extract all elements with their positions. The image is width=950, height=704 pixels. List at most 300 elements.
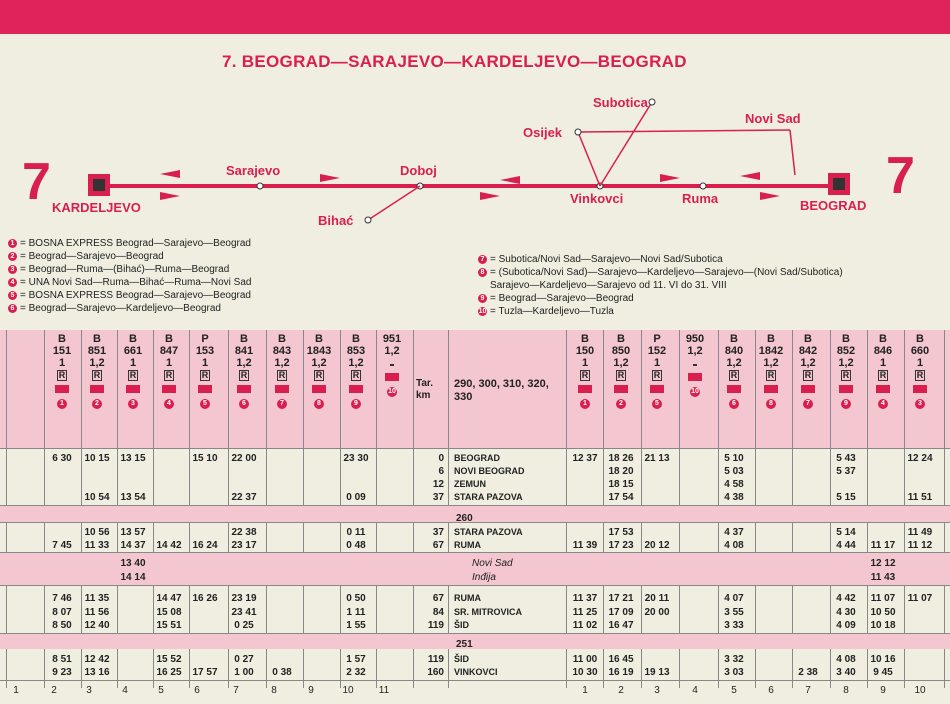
train-number: 951 — [382, 333, 402, 345]
train-number: 151 — [52, 345, 72, 357]
time-cell: 23 30 — [343, 453, 369, 464]
train-legend-marker: 9 — [841, 399, 851, 409]
row-km: 37 — [432, 492, 444, 503]
time-cell: 11 56 — [84, 607, 110, 618]
time-cell: 3 32 — [724, 654, 744, 665]
train-header-right — [790, 333, 826, 409]
train-number: 850 — [611, 345, 631, 357]
row-station: 260 — [456, 513, 473, 524]
row-km: 0 — [438, 453, 444, 464]
table-row-rule — [0, 448, 950, 449]
train-legend-marker: 4 — [164, 399, 174, 409]
time-cell: 1 57 — [346, 654, 366, 665]
train-class: 1 — [653, 357, 661, 369]
train-class: 1,2 — [726, 357, 742, 369]
legend-text: = BOSNA EXPRESS Beograd—Sarajevo—Beograd — [20, 238, 251, 249]
time-cell: 17 21 — [608, 593, 634, 604]
train-header-left — [44, 333, 80, 409]
train-category: B — [352, 333, 360, 345]
time-cell: 18 15 — [608, 479, 634, 490]
time-cell: 4 58 — [724, 479, 744, 490]
train-legend-marker: 1 — [57, 399, 67, 409]
train-class: 1,2 — [687, 345, 703, 357]
time-cell: 0 27 — [234, 654, 254, 665]
legend-text: = Subotica/Novi Sad—Sarajevo—Novi Sad/Subotica — [490, 254, 723, 265]
map-station-novi-sad: Novi Sad — [745, 111, 801, 126]
train-category: B — [165, 333, 173, 345]
sleeper-car-icon — [349, 385, 363, 393]
legend-text: = Beograd—Sarajevo—Kardeljevo—Beograd — [20, 303, 221, 314]
row-km: 67 — [432, 593, 444, 604]
train-facility — [390, 364, 394, 366]
time-cell: 12 40 — [84, 620, 110, 631]
legend-text: = Beograd—Ruma—(Bihać)—Ruma—Beograd — [20, 264, 230, 275]
time-cell: 11 07 — [907, 593, 933, 604]
train-category: B — [804, 333, 812, 345]
row-km: 12 — [432, 479, 444, 490]
sleeper-car-icon — [876, 385, 890, 393]
time-cell: 11 39 — [572, 540, 598, 551]
train-header-left — [151, 333, 187, 409]
time-cell: 17 53 — [608, 527, 634, 538]
time-cell: 12 42 — [84, 654, 110, 665]
time-cell: 8 51 — [52, 654, 72, 665]
legend-line — [478, 293, 843, 306]
sleeper-car-icon — [90, 385, 104, 393]
time-cell: 8 50 — [52, 620, 72, 631]
sleeper-car-icon — [913, 385, 927, 393]
time-cell: 23 19 — [231, 593, 257, 604]
footer-column-number: 5 — [158, 685, 164, 696]
footer-column-number: 2 — [618, 685, 624, 696]
train-class: 1,2 — [311, 357, 327, 369]
sleeper-car-icon — [839, 385, 853, 393]
time-cell: 1 00 — [234, 667, 254, 678]
train-class: 1 — [165, 357, 173, 369]
time-cell: 11 33 — [84, 540, 110, 551]
time-cell: 15 08 — [156, 607, 182, 618]
train-header-right — [639, 333, 675, 409]
time-cell: 4 30 — [836, 607, 856, 618]
train-class: 1,2 — [384, 345, 400, 357]
sleeper-car-icon — [764, 385, 778, 393]
time-cell: 22 38 — [231, 527, 257, 538]
time-cell: 18 20 — [608, 466, 634, 477]
train-number: 842 — [798, 345, 818, 357]
footer-column-number: 11 — [378, 685, 390, 696]
train-category: B — [240, 333, 248, 345]
legend-marker: 5 — [8, 291, 17, 300]
train-header-left — [187, 333, 223, 409]
footer-column-number: 9 — [880, 685, 886, 696]
train-number: 661 — [123, 345, 143, 357]
train-number: 847 — [159, 345, 179, 357]
train-category: B — [730, 333, 738, 345]
time-cell: 11 49 — [907, 527, 933, 538]
sleeper-car-icon — [650, 385, 664, 393]
train-facility: R — [617, 370, 625, 380]
train-class: 1,2 — [763, 357, 779, 369]
train-legend-marker: 2 — [616, 399, 626, 409]
train-class: 1,2 — [838, 357, 854, 369]
map-station-subotica: Subotica — [593, 95, 648, 110]
time-cell: 0 38 — [272, 667, 292, 678]
time-cell: 14 47 — [156, 593, 182, 604]
train-legend-marker: 10 — [388, 388, 396, 395]
sleeper-car-icon — [614, 385, 628, 393]
train-facility: R — [916, 370, 924, 380]
train-legend-marker: 2 — [92, 399, 102, 409]
map-station-bihac: Bihać — [318, 213, 354, 228]
time-cell: 3 03 — [724, 667, 744, 678]
train-facility: R — [581, 370, 589, 380]
train-legend-marker: 8 — [314, 399, 324, 409]
time-cell: 0 25 — [234, 620, 254, 631]
train-header-left — [338, 333, 374, 409]
train-category: B — [315, 333, 323, 345]
train-number: 846 — [873, 345, 893, 357]
time-cell: 11 35 — [84, 593, 110, 604]
train-number: 853 — [346, 345, 366, 357]
legend-marker: 4 — [8, 278, 17, 287]
train-category: B — [58, 333, 66, 345]
time-cell: 5 37 — [836, 466, 856, 477]
train-facility: R — [129, 370, 137, 380]
footer-column-number: 3 — [86, 685, 92, 696]
time-cell: 3 40 — [836, 667, 856, 678]
row-station: ZEMUN — [454, 479, 486, 489]
train-class: 1,2 — [348, 357, 364, 369]
train-legend-marker: 5 — [652, 399, 662, 409]
row-station: Inđija — [472, 572, 496, 583]
map-station-sarajevo: Sarajevo — [226, 163, 281, 178]
train-number: 840 — [724, 345, 744, 357]
time-cell: 11 00 — [572, 654, 598, 665]
row-km: 160 — [427, 667, 444, 678]
time-cell: 3 33 — [724, 620, 744, 631]
time-cell: 12 24 — [907, 453, 933, 464]
train-class: 1,2 — [613, 357, 629, 369]
legend-line — [478, 280, 843, 293]
train-legend-marker: 9 — [351, 399, 361, 409]
time-cell: 16 26 — [192, 593, 218, 604]
time-cell: 15 51 — [156, 620, 182, 631]
train-number: 843 — [272, 345, 292, 357]
train-category: B — [842, 333, 850, 345]
time-cell: 18 26 — [608, 453, 634, 464]
legend-marker: 1 — [8, 239, 17, 248]
footer-column-number: 5 — [731, 685, 737, 696]
footer-column-number: 1 — [582, 685, 588, 696]
tables-reference: 290, 300, 310, 320, 330 — [454, 378, 549, 403]
time-cell: 11 07 — [870, 593, 896, 604]
legend-text: = UNA Novi Sad—Ruma—Bihać—Ruma—Novi Sad — [20, 277, 252, 288]
legend-left — [8, 238, 251, 316]
footer-column-number: 8 — [843, 685, 849, 696]
time-cell: 11 17 — [870, 540, 896, 551]
train-class: 1 — [879, 357, 887, 369]
time-cell: 4 07 — [724, 593, 744, 604]
row-station: NOVI BEOGRAD — [454, 466, 525, 476]
train-class: 1 — [129, 357, 137, 369]
row-station: 251 — [456, 639, 473, 650]
row-station: SR. MITROVICA — [454, 607, 523, 617]
train-number: 153 — [195, 345, 215, 357]
sleeper-car-icon — [237, 385, 251, 393]
row-station: STARA PAZOVA — [454, 492, 523, 502]
train-category: B — [93, 333, 101, 345]
train-legend-marker: 3 — [915, 399, 925, 409]
time-cell: 21 13 — [644, 453, 670, 464]
row-station: Novi Sad — [472, 558, 513, 569]
train-legend-marker: 8 — [766, 399, 776, 409]
train-class: 1 — [581, 357, 589, 369]
time-cell: 10 30 — [572, 667, 598, 678]
time-cell: 2 38 — [798, 667, 818, 678]
train-header-right — [567, 333, 603, 409]
time-cell: 13 15 — [120, 453, 146, 464]
row-km: 37 — [432, 527, 444, 538]
map-station-beograd: BEOGRAD — [800, 198, 867, 213]
train-header-right — [828, 333, 864, 409]
train-header-left — [374, 333, 410, 397]
time-cell: 23 17 — [231, 540, 257, 551]
train-legend-marker: 6 — [729, 399, 739, 409]
time-cell: 1 11 — [346, 607, 366, 618]
time-cell: 4 09 — [836, 620, 856, 631]
legend-line — [8, 290, 251, 303]
time-cell: 4 08 — [836, 654, 856, 665]
train-number: 660 — [910, 345, 930, 357]
train-facility: R — [767, 370, 775, 380]
footer-column-number: 3 — [654, 685, 660, 696]
time-cell: 5 15 — [836, 492, 856, 503]
train-header-right — [753, 333, 789, 409]
sleeper-car-icon — [198, 385, 212, 393]
row-station: BEOGRAD — [454, 453, 501, 463]
train-category: B — [767, 333, 775, 345]
time-cell: 6 30 — [52, 453, 72, 464]
train-class: 1 — [916, 357, 924, 369]
time-cell: 0 48 — [346, 540, 366, 551]
sleeper-car-icon — [275, 385, 289, 393]
legend-text: Sarajevo—Kardeljevo—Sarajevo od 11. VI do 31. VIII — [490, 280, 727, 291]
row-station: RUMA — [454, 540, 481, 550]
row-km: 119 — [427, 620, 444, 631]
train-facility: R — [879, 370, 887, 380]
tar-km-label: Tar. km — [416, 378, 434, 401]
route-number-left: 7 — [22, 153, 51, 211]
row-km: 6 — [438, 466, 444, 477]
time-cell: 13 16 — [84, 667, 110, 678]
train-category: B — [278, 333, 286, 345]
top-color-band — [0, 0, 950, 34]
footer-column-number: 1 — [13, 685, 19, 696]
train-facility: R — [58, 370, 66, 380]
legend-marker: 3 — [8, 265, 17, 274]
time-cell: 10 18 — [870, 620, 896, 631]
time-cell: 7 45 — [52, 540, 72, 551]
time-cell: 7 46 — [52, 593, 72, 604]
time-cell: 20 11 — [644, 593, 670, 604]
train-facility: R — [730, 370, 738, 380]
legend-marker: 6 — [8, 304, 17, 313]
train-header-left — [79, 333, 115, 409]
sleeper-car-icon — [801, 385, 815, 393]
sleeper-car-icon — [312, 385, 326, 393]
row-station: RUMA — [454, 593, 481, 603]
time-cell: 19 13 — [644, 667, 670, 678]
sleeper-car-icon — [385, 373, 399, 381]
train-header-left — [226, 333, 262, 409]
time-cell: 11 37 — [572, 593, 598, 604]
footer-column-number: 10 — [342, 685, 354, 696]
time-cell: 14 37 — [120, 540, 146, 551]
timetable — [0, 330, 950, 704]
legend-line — [478, 254, 843, 267]
time-cell: 5 43 — [836, 453, 856, 464]
time-cell: 11 25 — [572, 607, 598, 618]
time-cell: 17 57 — [192, 667, 218, 678]
time-cell: 16 19 — [608, 667, 634, 678]
train-facility: R — [165, 370, 173, 380]
map-station-osijek: Osijek — [523, 125, 563, 140]
time-cell: 8 07 — [52, 607, 72, 618]
time-cell: 4 44 — [836, 540, 856, 551]
train-facility: R — [804, 370, 812, 380]
table-row-rule — [0, 522, 950, 523]
time-cell: 22 37 — [231, 492, 257, 503]
train-class: 1,2 — [236, 357, 252, 369]
map-station-ruma: Ruma — [682, 191, 719, 206]
legend-marker: 7 — [478, 255, 487, 264]
time-cell: 10 15 — [84, 453, 110, 464]
train-legend-marker: 4 — [878, 399, 888, 409]
time-cell: 20 12 — [644, 540, 670, 551]
train-category: P — [653, 333, 661, 345]
train-facility: R — [653, 370, 661, 380]
train-header-left — [264, 333, 300, 409]
legend-marker: 2 — [8, 252, 17, 261]
time-cell: 11 43 — [870, 572, 896, 583]
train-facility: R — [842, 370, 850, 380]
footer-column-number: 8 — [271, 685, 277, 696]
footer-column-number: 10 — [914, 685, 926, 696]
legend-line — [8, 238, 251, 251]
train-legend-marker: 7 — [277, 399, 287, 409]
train-facility: R — [240, 370, 248, 380]
footer-column-number: 4 — [692, 685, 698, 696]
legend-line — [8, 277, 251, 290]
row-km: 119 — [427, 654, 444, 665]
sleeper-car-icon — [55, 385, 69, 393]
time-cell: 22 00 — [231, 453, 257, 464]
time-cell: 0 50 — [346, 593, 366, 604]
time-cell: 13 57 — [120, 527, 146, 538]
train-legend-marker: 3 — [128, 399, 138, 409]
train-class: 1 — [201, 357, 209, 369]
time-cell: 17 23 — [608, 540, 634, 551]
sleeper-car-icon — [162, 385, 176, 393]
time-cell: 1 55 — [346, 620, 366, 631]
time-cell: 16 24 — [192, 540, 218, 551]
table-row-rule — [0, 680, 950, 681]
sleeper-car-icon — [578, 385, 592, 393]
train-header-left — [115, 333, 151, 409]
train-category: B — [879, 333, 887, 345]
train-category: B — [129, 333, 137, 345]
train-legend-marker: 7 — [803, 399, 813, 409]
train-class: 1,2 — [274, 357, 290, 369]
train-class: 1,2 — [89, 357, 105, 369]
train-header-left — [301, 333, 337, 409]
sleeper-car-icon — [688, 373, 702, 381]
legend-marker: 8 — [478, 268, 487, 277]
row-station: VINKOVCI — [454, 667, 498, 677]
footer-column-number: 9 — [308, 685, 314, 696]
footer-column-number: 2 — [51, 685, 57, 696]
train-facility — [693, 364, 697, 366]
train-number: 150 — [575, 345, 595, 357]
train-header-right — [603, 333, 639, 409]
train-header-right — [677, 333, 713, 397]
map-station-kardeljevo: KARDELJEVO — [52, 200, 141, 215]
time-cell: 16 47 — [608, 620, 634, 631]
section-band — [0, 634, 950, 649]
legend-text: = BOSNA EXPRESS Beograd—Sarajevo—Beograd — [20, 290, 251, 301]
train-legend-marker: 10 — [691, 388, 699, 395]
row-station: ŠID — [454, 620, 470, 630]
time-cell: 15 52 — [156, 654, 182, 665]
time-cell: 17 09 — [608, 607, 634, 618]
time-cell: 5 10 — [724, 453, 744, 464]
time-cell: 14 42 — [156, 540, 182, 551]
train-number: 851 — [87, 345, 107, 357]
time-cell: 23 41 — [231, 607, 257, 618]
time-cell: 4 38 — [724, 492, 744, 503]
route-number-right: 7 — [886, 147, 915, 205]
map-station-doboj: Doboj — [400, 163, 437, 178]
time-cell: 12 12 — [870, 558, 896, 569]
time-cell: 10 56 — [84, 527, 110, 538]
train-class: 1 — [58, 357, 66, 369]
train-number: 841 — [234, 345, 254, 357]
train-facility: R — [352, 370, 360, 380]
time-cell: 13 54 — [120, 492, 146, 503]
time-cell: 10 16 — [870, 654, 896, 665]
time-cell: 4 08 — [724, 540, 744, 551]
train-number: 950 — [685, 333, 705, 345]
train-facility: R — [278, 370, 286, 380]
legend-line — [478, 267, 843, 280]
time-cell: 2 32 — [346, 667, 366, 678]
row-km: 67 — [432, 540, 444, 551]
train-number: 1842 — [758, 345, 784, 357]
time-cell: 16 25 — [156, 667, 182, 678]
train-category: B — [617, 333, 625, 345]
time-cell: 14 14 — [120, 572, 146, 583]
time-cell: 0 11 — [346, 527, 366, 538]
time-cell: 5 03 — [724, 466, 744, 477]
train-number: 152 — [647, 345, 667, 357]
legend-line — [8, 251, 251, 264]
row-station: STARA PAZOVA — [454, 527, 523, 537]
row-station: ŠID — [454, 654, 470, 664]
train-category: P — [201, 333, 209, 345]
train-header-right — [716, 333, 752, 409]
train-facility: R — [315, 370, 323, 380]
sleeper-car-icon — [727, 385, 741, 393]
